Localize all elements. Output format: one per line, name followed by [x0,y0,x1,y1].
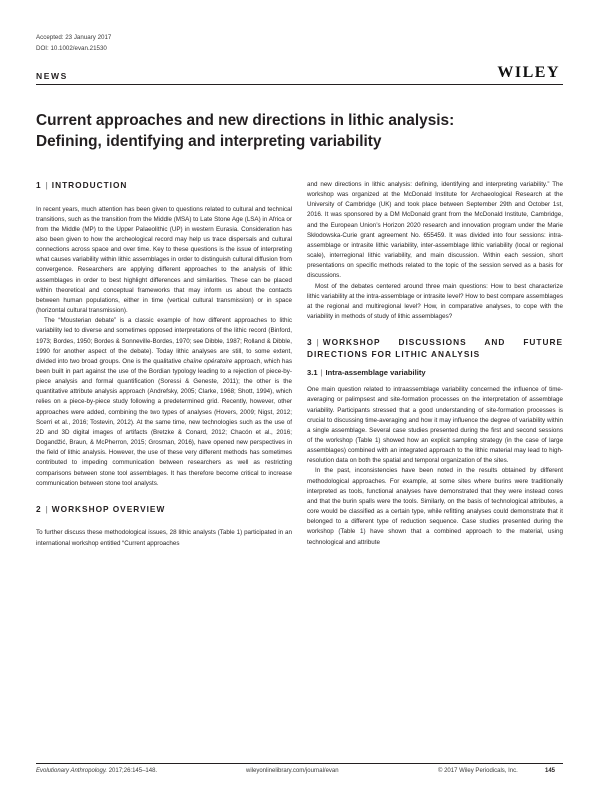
subsection-number: 3.1 [307,368,318,378]
paragraph: Most of the debates centered around three main questions: How to best characterize lithic variability at the intra-assemblage or intrasite level? How to best compare assemblages at the regional and multiregional level? How, in comparative analyses, to cope with the variability in methods of study of lithic assemblages? [307,282,563,321]
footer-citation [36,768,157,774]
accepted-date: Accepted: 23 January 2017 [36,34,112,41]
page-number: 145 [545,768,556,774]
subsection-title: Intra-assemblage variability [325,368,426,378]
title-line-2: Defining, identifying and interpreting variability [36,133,382,150]
subsection-3-1-heading [307,367,563,378]
section-number: 3 [307,337,313,348]
text-run: approach, which has been built in part against the use of the Bordian typology leading to a rejection of piece-by-piece analysis and formal quantification (Soressi & Geneste, 2011); the other is the quantitative attribute analysis approach (Andrefsky, 2005; Clarke, 1968; Shott, 1994), which relies on a piece-by-piece study following a predetermined grid. Recently, however, other approaches were added, combining the two types of analyses (Hovers, 2009; Nigst, 2012; Scerri et al., 2016; Tostevin, 2012). At the same time, new technologies such as the use of 2D and 3D digital images of artifacts (Bretzke & Conard, 2012; Chacón et al., 2016; Dogandžić, Braun, & McPherron, 2015; Grosman, 2016), have opened new perspectives in the field of lithic analysis. However, the use of these very different methods has sometimes contributed to impeding communication between researchers as well as restricting comparisons between stone tool assemblages. It has therefore become critical to increase communication between stone tool analysts. [36,357,292,487]
paragraph: In recent years, much attention has been given to questions related to cultural and technical transitions, such as the transition from the Middle (MSA) to Late Stone Age (LSA) in Africa or from the Middle (MP) to the Upper Palaeolithic (UP) in western Eurasia. Consideration has also been given to how the archeological record may help us trace dispersals and cultural connections across space and over time. Key to these questions is the issue of interpreting what causes variability within lithic assemblages in order to distinguish cultural diffusion from convergence. Researchers are applying different approaches to the analysis of lithic assemblages in order to best highlight differences and similarities. These can be placed within theoretical and conceptual frameworks that may inform us about the contacts between human populations, either in time (vertical cultural transmission) or in space (horizontal cultural transmission). [36,205,292,315]
volume-pages: 2017;26:145–148. [107,768,158,774]
heading-divider: | [316,337,319,348]
paragraph: In the past, inconsistencies have been noted in the results obtained by different methodological approaches. For example, at some sites where burins were traditionally interpreted as tools, functional analyses have demonstrated that they were instead cores and that the burin spalls were the tools. Similarly, on the basis of technological attributes, a core would be classified as a certain type, while refitting analyses could demonstrate that it belonged to a different type of reduction sequence. Case studies presented during the workshop (Table 1) have shown that a combined approach to the material, using technological and attribute [307,467,563,546]
emphasis-text: chaîne opératoire [183,357,233,365]
section-number: 1 [36,180,42,190]
title-line-1: Current approaches and new directions in lithic analysis: [36,112,455,129]
heading-divider: | [320,368,323,378]
section-2-heading [36,504,292,516]
paragraph [36,316,292,489]
doi[interactable]: DOI: 10.1002/evan.21530 [36,45,107,52]
journal-name: Evolutionary Anthropology. [36,768,108,774]
article-title [36,110,556,152]
paragraph: One main question related to intraassemblage variability concerned the influence of time-averaging or palimpsest and site-formation processes on the interpretation of assemblage variability. Participants stressed that a good understanding of site-formation processes is crucial to discussing time-averaging and how it may influence the degree of variability within a single assemblage. Several case studies presented during the first and second sessions of the workshop (Table 1) showed how an explicit sampling strategy (in the case of large assemblages) combined with an integrated approach to the lithic material may lead to high-resolution data on both the spatial and temporal organization of the sites. [307,386,563,465]
header-rule [36,84,563,85]
section-title: WORKSHOP OVERVIEW [51,503,166,514]
left-column [36,180,292,549]
paragraph: To further discuss these methodological issues, 28 lithic analysts (Table 1) participated in an international workshop entitled “Current approaches [36,529,292,547]
right-column [307,180,563,548]
section-3-heading [307,337,563,360]
heading-divider: | [45,503,48,514]
footer-copyright: © 2017 Wiley Periodicals, Inc. [438,768,518,774]
paragraph: and new directions in lithic analysis: defining, identifying and interpreting variability.” The workshop was organized at the McDonald Institute for Archaeological Research at the University of Cambridge (UK) and took place between September 29th and October 1st, 2016. It was sponsored by a DM McDonald grant from the McDonald Institute, Cambridge, and the European Union’s Horizon 2020 research and innovation program under the Marie Skłodowska-Curie grant agreement No. 655459. It was divided into four sessions: intra-assemblage or intrasite lithic variability, inter-assemblage lithic variability (local or regional scale), interregional lithic variability, and main discussion. Within each session, short presentations on specific methods related to the topic of the session served as a basis for discussions. [307,181,563,280]
section-title: WORKSHOP DISCUSSIONS AND FUTURE DIRECTIONS FOR LITHIC ANALYSIS [307,337,563,359]
footer-url[interactable]: wileyonlinelibrary.com/journal/evan [246,768,339,774]
text-run: The “Mousterian debate” is a classic example of how different approaches to lithic variability led to diverse and sometimes opposed interpretations of the lithic record (Binford, 1973; Bordes, 1950; Bordes & Sonneville-Bordes, 1970; see Dibble, 1987; Rolland & Dibble, 1990 for another aspect of the debate). Today lithic analyses are still, to some extent, divided into two broad groups. One is the qualitative [36,317,292,365]
heading-divider: | [45,180,48,190]
section-1-heading [36,180,292,192]
section-title: INTRODUCTION [51,180,128,190]
footer-rule [36,763,563,764]
section-label: NEWS [36,71,68,81]
section-number: 2 [36,503,42,514]
publisher-logo: WILEY [497,64,560,81]
